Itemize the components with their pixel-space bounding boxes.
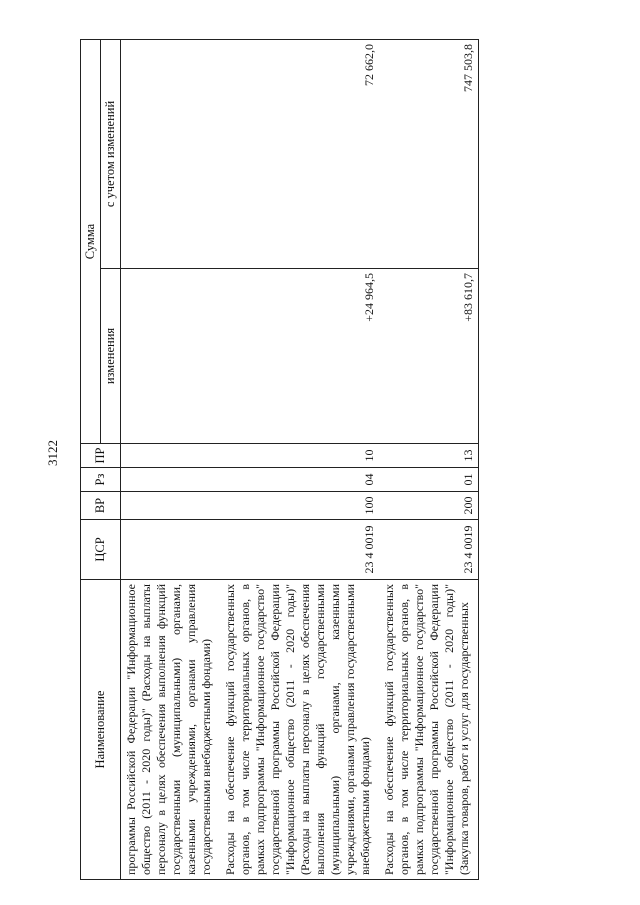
row-rz: 04 [220, 468, 379, 492]
row-pr: 10 [220, 444, 379, 468]
header-vr: ВР [81, 492, 121, 520]
budget-table [80, 39, 479, 880]
table-row [379, 40, 479, 880]
row-rz [121, 468, 221, 492]
row-name: Расходы на обеспечение функций государственных органов, в том числе территориальных органов, в рамках подпрограммы "Информационное государство" государственной программы Российской Федерации "Информационное общество (2011 - 2020 годы)" (Расходы на выплаты персоналу в целях обеспечения выполнения функций государственными (муниципальными) органами, казенными учреждениями, органами управления государственными внебюджетными фондами) [220, 580, 379, 880]
row-total: 72 662,0 [220, 40, 379, 269]
header-changes: изменения [101, 269, 121, 444]
row-changes [121, 269, 221, 444]
header-sum: Сумма [81, 40, 101, 444]
header-with-changes: с учетом изменений [101, 40, 121, 269]
header-csr: ЦСР [81, 520, 121, 580]
row-total [121, 40, 221, 269]
row-rz: 01 [379, 468, 479, 492]
header-rz: Рз [81, 468, 121, 492]
row-csr: 23 4 0019 [220, 520, 379, 580]
row-pr: 13 [379, 444, 479, 468]
rotated-table-container [80, 40, 580, 880]
row-total: 747 503,8 [379, 40, 479, 269]
header-pr: ПР [81, 444, 121, 468]
row-vr [121, 492, 221, 520]
table-row [220, 40, 379, 880]
row-vr: 200 [379, 492, 479, 520]
row-changes: +24 964,5 [220, 269, 379, 444]
row-csr [121, 520, 221, 580]
row-name: Расходы на обеспечение функций государственных органов, в том числе территориальных органов, в рамках подпрограммы "Информационное государство" государственной программы Российской Федерации "Информационное общество (2011 - 2020 годы)" (Закупка товаров, работ и услуг для государственных [379, 580, 479, 880]
row-csr: 23 4 0019 [379, 520, 479, 580]
table-row [121, 40, 221, 880]
row-name: программы Российской Федерации "Информационное общество (2011 - 2020 годы)" (Расходы на выплаты персоналу в целях обеспечения выполнения функций государственными (муниципальными) органами, казенными учреждениями, органами управления государственными внебюджетными фондами) [121, 580, 221, 880]
row-changes: +83 610,7 [379, 269, 479, 444]
header-name: Наименование [81, 580, 121, 880]
page-number: 3122 [45, 440, 60, 466]
row-vr: 100 [220, 492, 379, 520]
row-pr [121, 444, 221, 468]
